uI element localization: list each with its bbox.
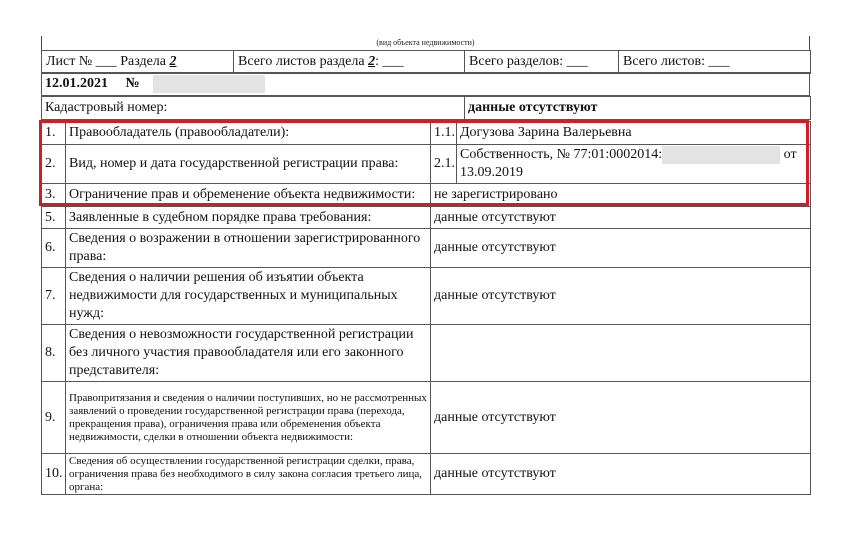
table-row <box>42 325 811 382</box>
table-row <box>42 454 811 495</box>
row-label: Сведения о наличии решения об изъятии объекта недвижимости для государственных и муниципальных нужд: <box>66 268 431 325</box>
redacted-registration-suffix <box>662 146 780 164</box>
sheets-in-section-label: Всего листов раздела <box>238 54 365 69</box>
row-number: 6. <box>42 229 66 268</box>
owner-name: Догузова Зарина Валерьевна <box>457 122 811 145</box>
row-label: Вид, номер и дата государственной регистрации права: <box>66 145 431 184</box>
table-row <box>42 382 811 454</box>
date-cell <box>42 73 810 96</box>
row-label: Правообладатель (правообладатели): <box>66 122 431 145</box>
sheets-in-section-cell <box>234 51 465 74</box>
redacted-document-number <box>153 75 265 93</box>
registration-date: 13.09.2019 <box>460 165 523 181</box>
sheet-number-label: Лист № ___ <box>46 54 117 69</box>
table-row <box>42 145 811 184</box>
registration-value-cell <box>457 145 811 184</box>
sheets-in-section-suffix: : ___ <box>375 54 404 69</box>
date-table <box>41 72 810 96</box>
sheet-header-table <box>41 50 811 74</box>
rights-table <box>41 121 811 495</box>
row-number: 3. <box>42 184 66 207</box>
row-value: данные отсутствуют <box>431 454 811 495</box>
cadastral-label: Кадастровый номер: <box>42 97 465 120</box>
registration-from: от <box>783 147 797 163</box>
cadastral-table <box>41 96 811 120</box>
row-value: данные отсутствуют <box>431 382 811 454</box>
row-label: Ограничение прав и обременение объекта недвижимости: <box>66 184 431 207</box>
row-label: Сведения о невозможности государственной регистрации без личного участия правообладателя или его законного представителя: <box>66 325 431 382</box>
row-number: 5. <box>42 207 66 229</box>
row-label: Заявленные в судебном порядке права требования: <box>66 207 431 229</box>
row-subnumber: 1.1. <box>431 122 457 145</box>
section-label: Раздела <box>120 54 167 69</box>
table-row <box>42 184 811 207</box>
object-type-caption: (вид объекта недвижимости) <box>376 38 475 47</box>
sheet-number-cell <box>42 51 234 74</box>
table-row <box>42 207 811 229</box>
row-value: данные отсутствуют <box>431 268 811 325</box>
table-row <box>42 229 811 268</box>
row-subnumber: 2.1. <box>431 145 457 184</box>
row-value: данные отсутствуют <box>431 207 811 229</box>
row-value: данные отсутствуют <box>431 229 811 268</box>
total-sections-cell: Всего разделов: ___ <box>465 51 619 74</box>
row-number: 7. <box>42 268 66 325</box>
section-value: 2 <box>169 54 177 69</box>
total-sheets-cell: Всего листов: ___ <box>619 51 811 74</box>
row-number: 9. <box>42 382 66 454</box>
table-row <box>42 268 811 325</box>
row-number: 2. <box>42 145 66 184</box>
table-row <box>42 122 811 145</box>
row-value: не зарегистрировано <box>431 184 811 207</box>
cadastral-value: данные отсутствуют <box>465 97 811 120</box>
row-label: Сведения о возражении в отношении зарегистрированного права: <box>66 229 431 268</box>
sheets-in-section-value: 2 <box>368 54 376 69</box>
row-label: Сведения об осуществлении государственной регистрации сделки, права, ограничения права без необходимого в силу закона согласия третьего лица, органа: <box>66 454 431 495</box>
registration-number: Собственность, № 77:01:0002014: <box>460 147 663 163</box>
row-label: Правопритязания и сведения о наличии поступивших, но не рассмотренных заявлений о проведении государственной регистрации права (перехода, прекращения права), ограничения права или обременения объекта недвижимости, сделки в отношении объекта недвижимости: <box>66 382 431 454</box>
document-date: 12.01.2021 <box>45 76 108 92</box>
row-number: 1. <box>42 122 66 145</box>
row-number: 8. <box>42 325 66 382</box>
row-value <box>431 325 811 382</box>
row-number: 10. <box>42 454 66 495</box>
document-number-label: № <box>125 76 140 92</box>
